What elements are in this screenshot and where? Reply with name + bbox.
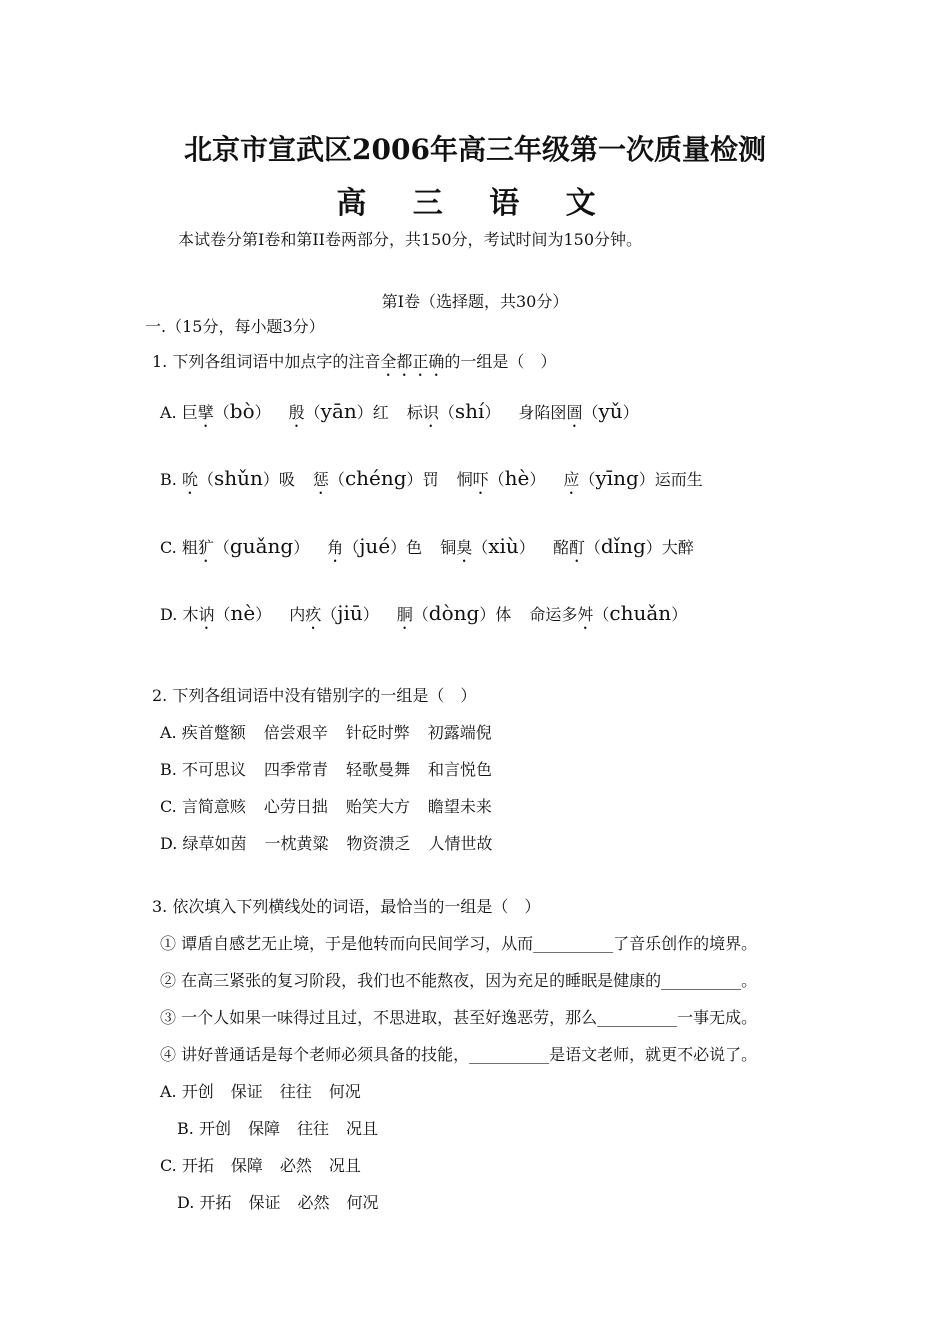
- paren: （: [593, 605, 610, 624]
- word-text: 红: [372, 403, 389, 422]
- option-label: D.: [160, 605, 183, 624]
- word-text: 运而生: [654, 470, 703, 489]
- q1-option-row: [160, 534, 712, 566]
- option-word: 必然: [279, 1156, 312, 1175]
- subject-title: 高 三 语 文: [336, 186, 614, 221]
- section-heading: 一.（15分，每小题3分）: [145, 317, 325, 336]
- paren: ）: [262, 470, 279, 489]
- option-label: D.: [160, 834, 183, 853]
- q2-option-row: [160, 757, 510, 780]
- word-text: 吸: [278, 470, 295, 489]
- paren: ）: [356, 403, 373, 422]
- paren: （: [584, 538, 601, 557]
- option-word: 倍尝艰辛: [263, 723, 328, 742]
- dotted-char: 吮: [181, 470, 198, 489]
- pinyin-text: jiū: [337, 601, 363, 625]
- option-word: 开创: [198, 1119, 231, 1138]
- pinyin-item: [529, 601, 688, 625]
- option-word: 物资溃乏: [346, 834, 411, 853]
- pinyin-item: [181, 399, 271, 423]
- dotted-char: 擘: [197, 403, 214, 422]
- paren: （: [213, 538, 230, 557]
- paren: ）: [484, 403, 501, 422]
- paren: ）: [671, 605, 688, 624]
- paren: （: [438, 403, 455, 422]
- option-label: D.: [177, 1193, 200, 1212]
- pinyin-text: nè: [230, 601, 256, 625]
- pinyin-text: hè: [504, 466, 530, 490]
- word-text: 标: [406, 403, 423, 422]
- option-label: A.: [160, 403, 182, 422]
- option-word: 四季常青: [263, 760, 328, 779]
- q3-option-row: [160, 1153, 378, 1176]
- option-word: 往往: [296, 1119, 329, 1138]
- pinyin-item: [518, 399, 639, 423]
- option-word: 保障: [230, 1156, 263, 1175]
- pinyin-text: yān: [320, 399, 357, 423]
- dotted-char: 臭: [456, 538, 473, 557]
- pinyin-text: yǔ: [598, 399, 623, 423]
- q2-option-row: [160, 794, 510, 817]
- dotted-char: 犷: [197, 538, 214, 557]
- paren: ）: [255, 605, 272, 624]
- word-text: 体: [495, 605, 512, 624]
- pinyin-item: [181, 466, 295, 490]
- option-word: 轻歌曼舞: [345, 760, 410, 779]
- word-text: 铜: [440, 538, 457, 557]
- word-text: 身陷囹: [518, 403, 567, 422]
- option-word: 保证: [248, 1193, 281, 1212]
- word-text: 大醉: [661, 538, 694, 557]
- word-text: 命运多: [529, 605, 578, 624]
- option-label: A.: [160, 1082, 182, 1101]
- pinyin-text: shǔn: [213, 466, 263, 490]
- paren: （: [579, 470, 596, 489]
- exam-intro: 本试卷分第I卷和第II卷两部分，共150分，考试时间为150分钟。: [178, 230, 643, 249]
- pinyin-item: [182, 601, 272, 625]
- dotted-char: 舛: [577, 605, 594, 624]
- option-word: 初露端倪: [427, 723, 492, 742]
- word-text: 内: [289, 605, 306, 624]
- q2-option-row: [160, 831, 511, 854]
- paren: ）: [479, 605, 496, 624]
- q3-sentence: ② 在高三紧张的复习阶段，我们也不能熬夜，因为充足的睡眠是健康的__________。: [160, 971, 758, 990]
- option-label: A.: [160, 723, 182, 742]
- option-word: 况且: [345, 1119, 378, 1138]
- option-word: 瞻望未来: [427, 797, 492, 816]
- pinyin-item: [552, 534, 694, 558]
- option-label: C.: [160, 1156, 182, 1175]
- q1-stem: [152, 349, 556, 380]
- option-word: 人情世故: [428, 834, 493, 853]
- paren: （: [197, 470, 214, 489]
- pinyin-text: chéng: [344, 466, 407, 490]
- paren: （: [412, 605, 429, 624]
- pinyin-item: [181, 534, 310, 558]
- q1-stem-emphasis: 全都正确: [380, 352, 445, 371]
- q3-option-row: [160, 1079, 378, 1102]
- paren: （: [488, 470, 505, 489]
- paren: （: [472, 538, 489, 557]
- exam-title: 北京市宣武区2006年高三年级第一次质量检测: [184, 133, 766, 166]
- pinyin-text: bò: [229, 399, 255, 423]
- option-label: B.: [177, 1119, 199, 1138]
- q1-option-row: [160, 399, 657, 431]
- paren: （: [582, 403, 599, 422]
- option-word: 开创: [181, 1082, 214, 1101]
- pinyin-item: [312, 466, 439, 490]
- paren: （: [343, 538, 360, 557]
- pinyin-text: yīng: [595, 466, 639, 490]
- dotted-char: 讷: [198, 605, 215, 624]
- option-word: 况且: [328, 1156, 361, 1175]
- paren: （: [328, 470, 345, 489]
- pinyin-item: [289, 601, 379, 625]
- pinyin-item: [406, 399, 501, 423]
- option-word: 何况: [328, 1082, 361, 1101]
- paren: ）: [622, 403, 639, 422]
- pinyin-item: [327, 534, 423, 558]
- paren: ）: [390, 538, 407, 557]
- option-word: 往往: [279, 1082, 312, 1101]
- option-word: 贻笑大方: [345, 797, 410, 816]
- q1-option-row: [160, 466, 721, 498]
- q3-sentence: ③ 一个人如果一味得过且过，不思进取，甚至好逸恶劳，那么__________一事无成。: [160, 1008, 758, 1027]
- q3-option-row: [177, 1190, 396, 1213]
- word-text: 恫: [456, 470, 473, 489]
- word-text: 罚: [422, 470, 439, 489]
- dotted-char: 胴: [396, 605, 413, 624]
- dotted-char: 疚: [305, 605, 322, 624]
- option-word: 针砭时弊: [345, 723, 410, 742]
- paren: （: [321, 605, 338, 624]
- word-text: 巨: [181, 403, 198, 422]
- option-label: B.: [160, 760, 182, 779]
- q3-stem: 3. 依次填入下列横线处的词语，最恰当的一组是（ ）: [152, 897, 541, 916]
- dotted-char: 酊: [568, 538, 585, 557]
- pinyin-text: guǎng: [229, 534, 294, 558]
- paren: ）: [293, 538, 310, 557]
- option-word: 不可思议: [181, 760, 246, 779]
- dotted-char: 吓: [472, 470, 489, 489]
- dotted-char: 圄: [566, 403, 583, 422]
- option-word: 疾首蹩额: [181, 723, 246, 742]
- dotted-char: 应: [563, 470, 580, 489]
- pinyin-item: [440, 534, 535, 558]
- option-label: C.: [160, 797, 182, 816]
- word-text: 色: [406, 538, 423, 557]
- paren: ）: [406, 470, 423, 489]
- paren: ）: [518, 538, 535, 557]
- paren: ）: [362, 605, 379, 624]
- paren: （: [213, 403, 230, 422]
- q1-stem-part-b: 的一组是（ ）: [444, 352, 557, 371]
- pinyin-text: shí: [454, 399, 485, 423]
- option-word: 何况: [346, 1193, 379, 1212]
- dotted-char: 惩: [312, 470, 329, 489]
- q3-sentence: ④ 讲好普通话是每个老师必须具备的技能，__________是语文老师，就更不必说了。: [160, 1045, 758, 1064]
- word-text: 木: [182, 605, 199, 624]
- pinyin-text: xiù: [488, 534, 519, 558]
- pinyin-item: [563, 466, 703, 490]
- paren: （: [214, 605, 231, 624]
- option-word: 开拓: [199, 1193, 232, 1212]
- word-text: 粗: [181, 538, 198, 557]
- pinyin-text: dǐng: [600, 534, 646, 558]
- pinyin-text: dòng: [428, 601, 480, 625]
- pinyin-text: jué: [359, 534, 391, 558]
- option-word: 绿草如茵: [182, 834, 247, 853]
- q3-sentence: ① 谭盾自感艺无止境，于是他转而向民间学习，从而__________了音乐创作的境界。: [160, 934, 758, 953]
- pinyin-item: [288, 399, 389, 423]
- part1-heading: 第I卷（选择题，共30分）: [381, 292, 569, 311]
- option-word: 和言悦色: [427, 760, 492, 779]
- word-text: 酩: [552, 538, 569, 557]
- q2-stem: 2. 下列各组词语中没有错别字的一组是（ ）: [152, 686, 477, 705]
- q2-option-row: [160, 720, 510, 743]
- dotted-char: 识: [422, 403, 439, 422]
- paren: ）: [645, 538, 662, 557]
- pinyin-text: chuǎn: [609, 601, 672, 625]
- q3-option-row: [177, 1116, 395, 1139]
- paren: ）: [638, 470, 655, 489]
- option-label: C.: [160, 538, 182, 557]
- pinyin-item: [396, 601, 512, 625]
- option-word: 心劳日拙: [263, 797, 328, 816]
- paren: ）: [529, 470, 546, 489]
- paren: ）: [254, 403, 271, 422]
- option-label: B.: [160, 470, 182, 489]
- option-word: 开拓: [181, 1156, 214, 1175]
- option-word: 言简意赅: [181, 797, 246, 816]
- q1-stem-part-a: 1. 下列各组词语中加点字的注音: [152, 352, 381, 371]
- dotted-char: 殷: [288, 403, 305, 422]
- dotted-char: 角: [327, 538, 344, 557]
- q1-option-row: [160, 601, 705, 633]
- option-word: 一枕黄粱: [264, 834, 329, 853]
- option-word: 保证: [230, 1082, 263, 1101]
- option-word: 保障: [247, 1119, 280, 1138]
- option-word: 必然: [297, 1193, 330, 1212]
- paren: （: [304, 403, 321, 422]
- pinyin-item: [456, 466, 546, 490]
